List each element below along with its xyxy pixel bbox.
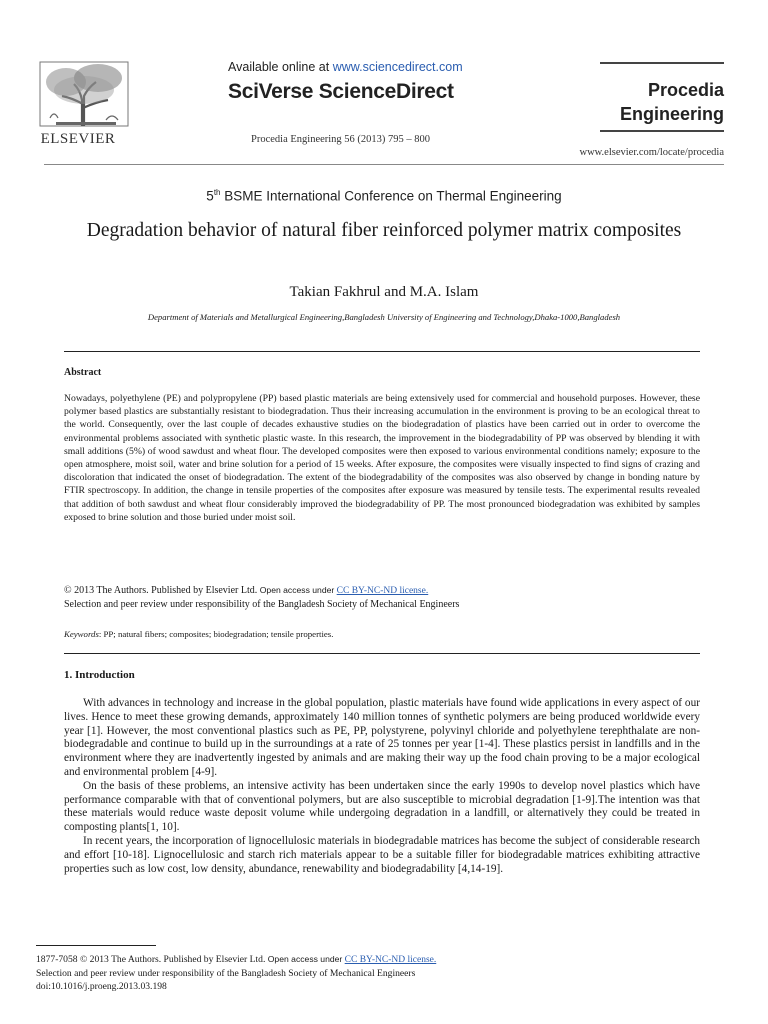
footnote-block xyxy=(36,953,736,993)
paper-title: Degradation behavior of natural fiber reinforced polymer matrix composites xyxy=(86,220,682,241)
sciencedirect-link[interactable]: www.sciencedirect.com xyxy=(332,60,463,74)
intro-paragraph: In recent years, the incorporation of lignocellulosic materials in biodegradable matrices has become the subject of considerable research and effort [10-18]. Lignocellulosic and starch rich materials appear to be a suitable filler for biodegradable matrices exhibiting attractive properties such as low cost, low density, abundance, renewability and biodegradability [4,14-19]. xyxy=(64,834,700,875)
footer-license-link[interactable]: CC BY-NC-ND license. xyxy=(344,955,437,965)
available-online-line xyxy=(228,60,463,74)
journal-reference: Procedia Engineering 56 (2013) 795 – 800 xyxy=(251,134,431,145)
intro-paragraph: With advances in technology and increase in the global population, plastic materials have found wide applications in every aspect of our lives. Hence to meet these growing demands, approximately 140 million tonnes of synthetic polymers are being produced worldwide every year [1]. However, the most conventional plastics such as PE, PP, polystyrene, polyvinyl chloride and polyethylene terephthalate are non-biodegradable and continue to build up in the surroundings at a rate of 25 tonnes per year [1-4]. These plastics persist in landfills and in the environment where they are inadvertently ingested by animals and are making their way up the food chain proving to be a major ecological and environmental problem [4-9]. xyxy=(64,697,700,778)
footer-open-access-label: Open access under xyxy=(267,954,345,964)
introduction-heading: 1. Introduction xyxy=(64,669,135,681)
license-link[interactable]: CC BY-NC-ND license. xyxy=(336,586,429,596)
abstract-bottom-divider xyxy=(64,653,700,654)
footer-peer-review-line: Selection and peer review under responsibility of the Bangladesh Society of Mechanical Engineers xyxy=(36,968,416,979)
open-access-label: Open access under xyxy=(259,585,337,595)
keywords-list: : PP; natural fibers; composites; biodegradation; tensile properties. xyxy=(98,629,334,639)
sciverse-logo: SciVerse ScienceDirect xyxy=(228,80,454,103)
copyright-line: © 2013 The Authors. Published by Elsevier Ltd. xyxy=(64,585,260,596)
footnote-divider xyxy=(36,945,156,946)
copyright-block xyxy=(64,583,700,612)
journal-title-box xyxy=(600,62,724,132)
header-divider xyxy=(44,164,724,165)
abstract-top-divider xyxy=(64,351,700,352)
elsevier-wordmark: ELSEVIER xyxy=(40,131,116,147)
intro-paragraph: On the basis of these problems, an intensive activity has been undertaken since the early 1990s to develop novel plastics which have performance comparable with that of conventional polymers, but are also susceptible to microbial degradation [1-9].The intention was that these materials would reduce waste deposit volume while undergoing degradation in a landfill, or alternatively they could be treated in composting plants[1, 10]. xyxy=(64,779,700,834)
conference-rest: BSME International Conference on Thermal Engineering xyxy=(220,188,562,204)
keywords-line xyxy=(64,629,700,639)
conference-superscript: th xyxy=(213,188,221,197)
issn-copyright-line: 1877-7058 © 2013 The Authors. Published by Elsevier Ltd. xyxy=(36,954,268,965)
doi-line[interactable]: doi:10.1016/j.proeng.2013.03.198 xyxy=(36,981,167,992)
paper-authors: Takian Fakhrul and M.A. Islam xyxy=(289,284,479,300)
conference-name xyxy=(0,188,768,204)
peer-review-line: Selection and peer review under responsibility of the Bangladesh Society of Mechanical Engineers xyxy=(64,599,460,610)
abstract-body: Nowadays, polyethylene (PE) and polypropylene (PP) based plastic materials are being extensively used for commercial and household purposes. However, these polymer based plastics are substantially resistant to biodegradation. Thus their increasing accumulation in the environment is proving to be an ecological threat to the world. Consequently, over the last couple of decades exhaustive studies on the biodegradation of plastics have been carried out in order to overcome the environmental problems associated with synthetic plastic waste. In this research, the improvement in the biodegradability of PP was observed by blending it with small additions (5%) of wood sawdust and wheat flour. The developed composites were then exposed to various environmental conditions namely; exposure to the open atmosphere, moist soil, water and brine solution for a period of 15 weeks. After exposure, the composites were visually inspected to find signs of crazing and discoloration that indicated the onset of biodegradation. The extent of the biodegradability of the composites was also observed by change in bonding nature by FTIR spectroscopy. In addition, the change in tensile properties of the composites after exposure was measured by tensile tests. The experimental results revealed that addition of both sawdust and wheat flour considerably improved the biodegradability of PP. The most pronounced biodegradation was exhibited by samples exposed to brine solution and those buried under moist soil. xyxy=(64,393,700,523)
abstract-heading: Abstract xyxy=(64,367,102,378)
introduction-body xyxy=(64,697,700,876)
journal-url[interactable]: www.elsevier.com/locate/procedia xyxy=(579,147,724,158)
available-prefix: Available online at xyxy=(228,60,333,74)
keywords-label: Keywords xyxy=(64,629,99,639)
journal-title: Procedia Engineering xyxy=(619,80,724,124)
conference-number: 5 xyxy=(206,188,214,204)
author-affiliation: Department of Materials and Metallurgical Engineering,Bangladesh University of Engineering and Technology,Dhaka-1000,Bangladesh xyxy=(147,312,621,322)
